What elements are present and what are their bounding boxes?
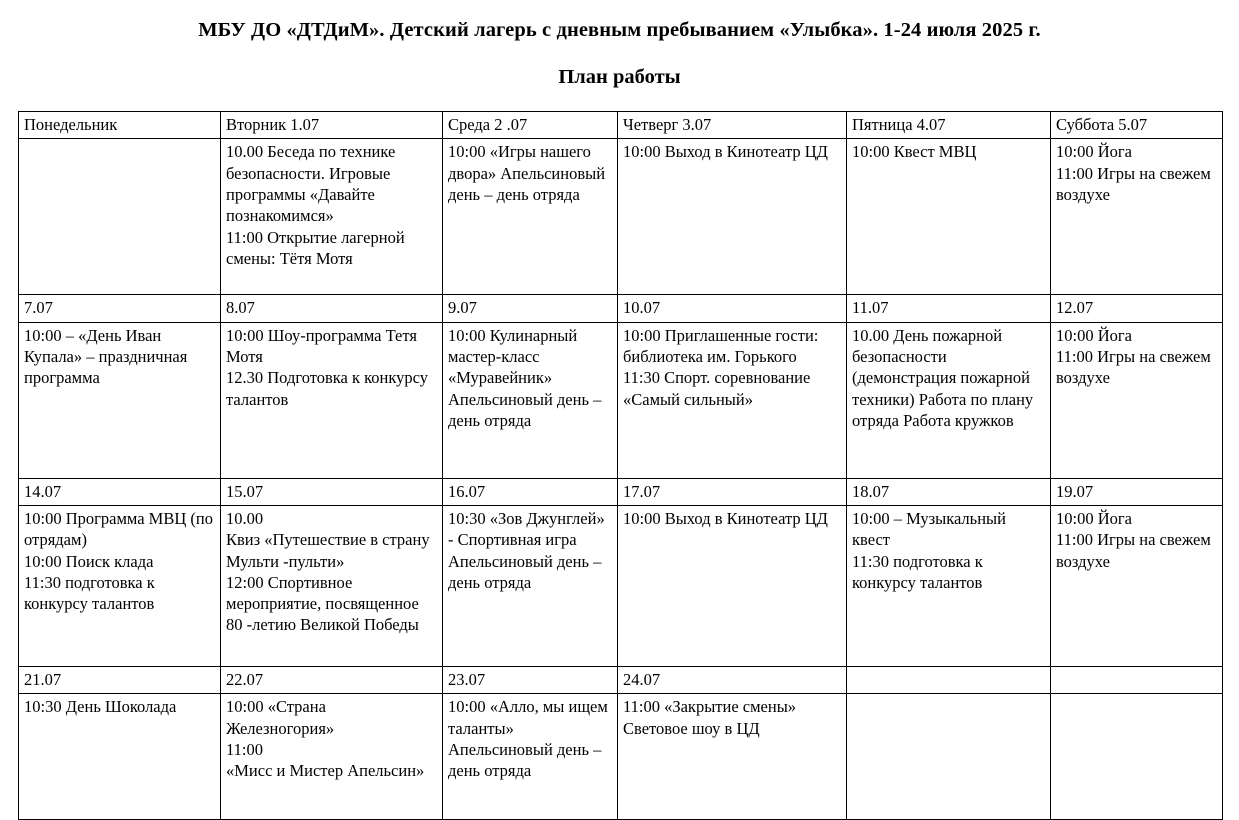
cell-week1-monday xyxy=(19,139,221,295)
column-header-saturday: Суббота 5.07 xyxy=(1051,112,1223,139)
cell-line: 12:00 Спортивное мероприятие, посвященное 80 -летию Великой Победы xyxy=(226,572,419,635)
table-row xyxy=(19,139,1223,295)
page-title: МБУ ДО «ДТДиМ». Детский лагерь с дневным пребыванием «Улыбка». 1-24 июля 2025 г. xyxy=(198,19,1041,41)
cell-week1-wednesday: 10:00 «Игры нашего двора» Апельсиновый день – день отряда xyxy=(443,139,618,295)
date-cell-tuesday-w4: 22.07 xyxy=(221,667,443,694)
document-page xyxy=(0,18,1239,814)
cell-week2-wednesday: 10:00 Кулинарный мастер-класс «Муравейник» Апельсиновый день – день отряда xyxy=(443,322,618,478)
cell-line: 10:00 – Музыкальный квест xyxy=(852,509,1006,550)
cell-line: 10:00 Йога xyxy=(1056,325,1132,345)
cell-line: 10:00 Поиск клада xyxy=(24,551,154,571)
column-header-thursday: Четверг 3.07 xyxy=(618,112,847,139)
date-cell-thursday-w2: 10.07 xyxy=(618,295,847,322)
cell-week4-monday: 10:30 День Шоколада xyxy=(19,694,221,820)
table-header-row xyxy=(19,112,1223,139)
table-row-dates xyxy=(19,667,1223,694)
plan-table xyxy=(18,111,1223,820)
plan-table-wrapper xyxy=(18,111,1221,820)
date-cell-saturday-w4 xyxy=(1051,667,1223,694)
date-cell-thursday-w3: 17.07 xyxy=(618,478,847,505)
cell-line: 11:00 Игры на свежем воздухе xyxy=(1056,530,1211,571)
date-cell-wednesday-w3: 16.07 xyxy=(443,478,618,505)
cell-line: 11:30 подготовка к конкурсу талантов xyxy=(24,572,155,614)
page-subtitle: План работы xyxy=(558,65,681,88)
cell-week2-monday: 10:00 – «День Иван Купала» – праздничная программа xyxy=(19,322,221,478)
cell-week3-thursday: 10:00 Выход в Кинотеатр ЦД xyxy=(618,506,847,667)
cell-line: Квиз «Путешествие в страну Мульти -пульти» xyxy=(226,530,430,571)
column-header-monday: Понедельник xyxy=(19,112,221,139)
cell-line: 10:00 Приглашенные гости: библиотека им. Горького xyxy=(623,325,819,367)
cell-line: 10:00 «Страна Железногория» xyxy=(226,697,335,738)
cell-line: 11:30 Спорт. соревнование «Самый сильный» xyxy=(623,368,811,409)
date-cell-monday-w3: 14.07 xyxy=(19,478,221,505)
cell-line: «Мисс и Мистер Апельсин» xyxy=(226,761,425,781)
cell-week1-friday: 10:00 Квест МВЦ xyxy=(847,139,1051,295)
table-row xyxy=(19,322,1223,478)
cell-line: 10.00 Беседа по технике безопасности. Игровые программы «Давайте познакомимся» xyxy=(226,142,396,226)
cell-week4-friday xyxy=(847,694,1051,820)
cell-week2-saturday xyxy=(1051,322,1223,478)
cell-line: 10:00 Йога xyxy=(1056,142,1132,162)
cell-line: 10:00 Программа МВЦ (по отрядам) xyxy=(24,509,213,550)
table-row-dates xyxy=(19,478,1223,505)
date-cell-saturday-w3: 19.07 xyxy=(1051,478,1223,505)
date-cell-tuesday-w3: 15.07 xyxy=(221,478,443,505)
cell-week3-saturday xyxy=(1051,506,1223,667)
column-header-friday: Пятница 4.07 xyxy=(847,112,1051,139)
cell-line: 11:00 xyxy=(226,739,263,759)
date-cell-monday-w2: 7.07 xyxy=(19,295,221,322)
date-cell-friday-w4 xyxy=(847,667,1051,694)
cell-week4-saturday xyxy=(1051,694,1223,820)
date-cell-thursday-w4: 24.07 xyxy=(618,667,847,694)
cell-line: 10:00 Йога xyxy=(1056,509,1132,529)
cell-line: 12.30 Подготовка к конкурсу талантов xyxy=(226,368,429,409)
column-header-wednesday: Среда 2 .07 xyxy=(443,112,618,139)
cell-week1-thursday: 10:00 Выход в Кинотеатр ЦД xyxy=(618,139,847,295)
cell-week4-tuesday xyxy=(221,694,443,820)
cell-line: 11:00 Открытие лагерной смены: Тётя Мотя xyxy=(226,227,405,268)
cell-line: 10:00 Шоу-программа Тетя Мотя xyxy=(226,325,417,367)
cell-line: 11:00 Игры на свежем воздухе xyxy=(1056,347,1211,388)
cell-week4-wednesday: 10:00 «Алло, мы ищем таланты» Апельсиновый день – день отряда xyxy=(443,694,618,820)
cell-week1-saturday xyxy=(1051,139,1223,295)
cell-line: 10.00 xyxy=(226,509,264,529)
cell-week3-monday xyxy=(19,506,221,667)
table-row-dates xyxy=(19,295,1223,322)
date-cell-monday-w4: 21.07 xyxy=(19,667,221,694)
cell-line: 11:00 Игры на свежем воздухе xyxy=(1056,163,1211,205)
cell-week2-tuesday xyxy=(221,322,443,478)
cell-week2-thursday xyxy=(618,322,847,478)
cell-week3-tuesday xyxy=(221,506,443,667)
table-row xyxy=(19,506,1223,667)
date-cell-tuesday-w2: 8.07 xyxy=(221,295,443,322)
cell-week1-tuesday xyxy=(221,139,443,295)
cell-week2-friday: 10.00 День пожарной безопасности (демонстрация пожарной техники) Работа по плану отряда Работа кружков xyxy=(847,322,1051,478)
table-row xyxy=(19,694,1223,820)
cell-week3-wednesday: 10:30 «Зов Джунглей» - Спортивная игра Апельсиновый день – день отряда xyxy=(443,506,618,667)
cell-line: 11:30 подготовка к конкурсу талантов xyxy=(852,551,983,592)
column-header-tuesday: Вторник 1.07 xyxy=(221,112,443,139)
date-cell-friday-w2: 11.07 xyxy=(847,295,1051,322)
date-cell-wednesday-w4: 23.07 xyxy=(443,667,618,694)
cell-week3-friday xyxy=(847,506,1051,667)
date-cell-wednesday-w2: 9.07 xyxy=(443,295,618,322)
cell-week4-thursday: 11:00 «Закрытие смены» Световое шоу в ЦД xyxy=(618,694,847,820)
date-cell-saturday-w2: 12.07 xyxy=(1051,295,1223,322)
date-cell-friday-w3: 18.07 xyxy=(847,478,1051,505)
